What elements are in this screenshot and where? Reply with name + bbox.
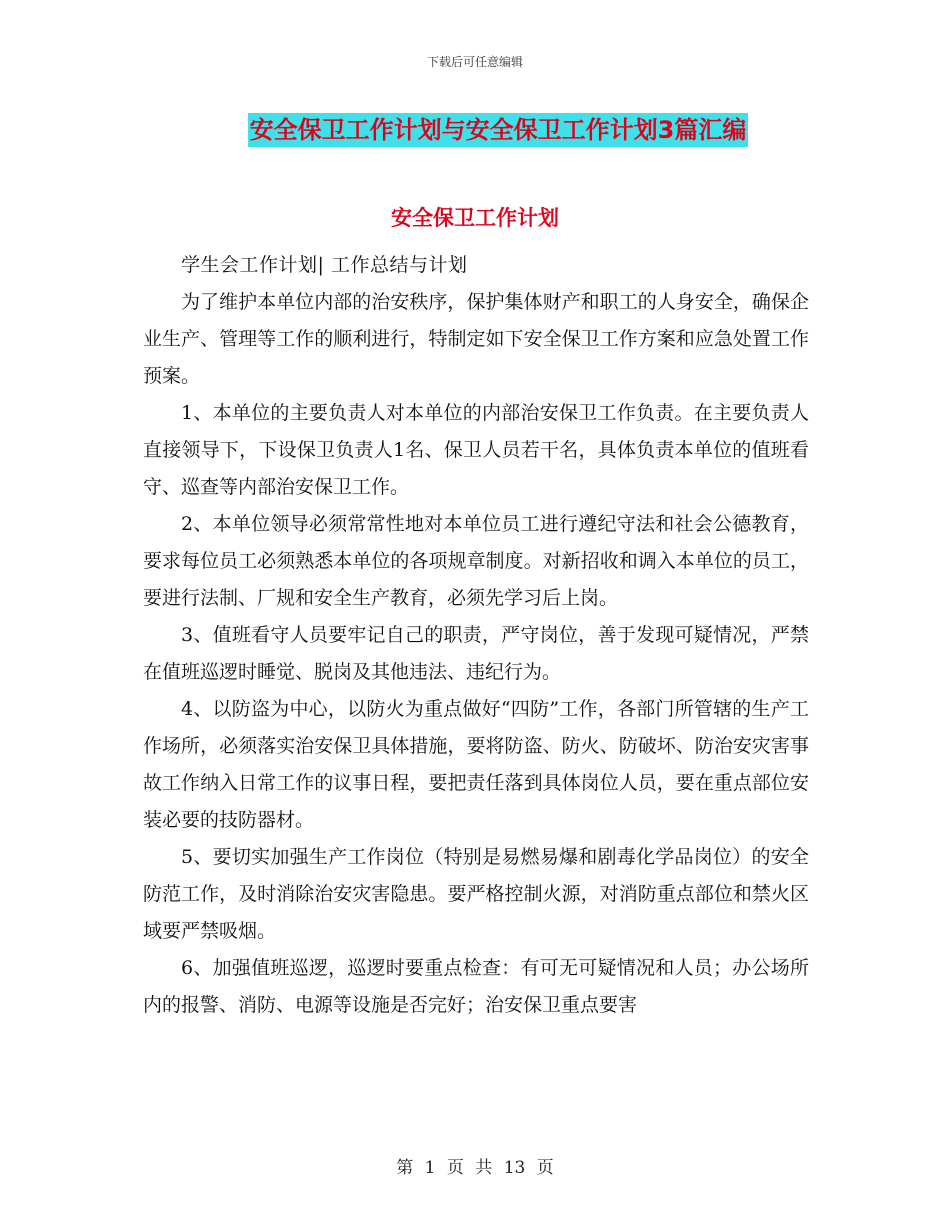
paragraph-item-4: 4、以防盗为中心，以防火为重点做好“四防”工作，各部门所管辖的生产工作场所，必须落实治安保卫具体措施，要将防盗、防火、防破坏、防治安灾害事故工作纳入日常工作的议事日程，要把责任落到具体岗位人员，要在重点部位安装必要的技防器材。: [143, 698, 809, 831]
page-header-note: 下载后可任意编辑: [426, 55, 523, 69]
paragraph-item-2: 2、本单位领导必须常常性地对本单位员工进行遵纪守法和社会公德教育，要求每位员工必须熟悉本单位的各项规章制度。对新招收和调入本单位的员工，要进行法制、厂规和安全生产教育，必须先学习后上岗。: [143, 513, 809, 609]
paragraph-item-6: 6、加强值班巡逻，巡逻时要重点检查：有可无可疑情况和人员；办公场所内的报警、消防、电源等设施是否完好；治安保卫重点要害: [143, 957, 809, 1016]
section-title: 安全保卫工作计划: [391, 206, 559, 230]
paragraph-item-1: 1、本单位的主要负责人对本单位的内部治安保卫工作负责。在主要负责人直接领导下，下设保卫负责人1名、保卫人员若干名，具体负责本单位的值班看守、巡查等内部治安保卫工作。: [143, 402, 809, 498]
paragraph-subtitle: 学生会工作计划| 工作总结与计划: [181, 254, 468, 276]
paragraph-item-5: 5、要切实加强生产工作岗位（特别是易燃易爆和剧毒化学品岗位）的安全防范工作，及时消除治安灾害隐患。要严格控制火源，对消防重点部位和禁火区域要严禁吸烟。: [143, 846, 809, 942]
paragraph-item-3: 3、值班看守人员要牢记自己的职责，严守岗位，善于发现可疑情况，严禁在值班巡逻时睡觉、脱岗及其他违法、违纪行为。: [143, 624, 809, 683]
paragraph-intro: 为了维护本单位内部的治安秩序，保护集体财产和职工的人身安全，确保企业生产、管理等工作的顺利进行，特制定如下安全保卫工作方案和应急处置工作预案。: [143, 291, 809, 387]
document-body: [143, 247, 809, 1024]
page-number-footer: 第 1 页 共 13 页: [396, 1158, 554, 1178]
main-title: 安全保卫工作计划与安全保卫工作计划3篇汇编: [248, 113, 749, 147]
main-title-container: [0, 113, 950, 147]
